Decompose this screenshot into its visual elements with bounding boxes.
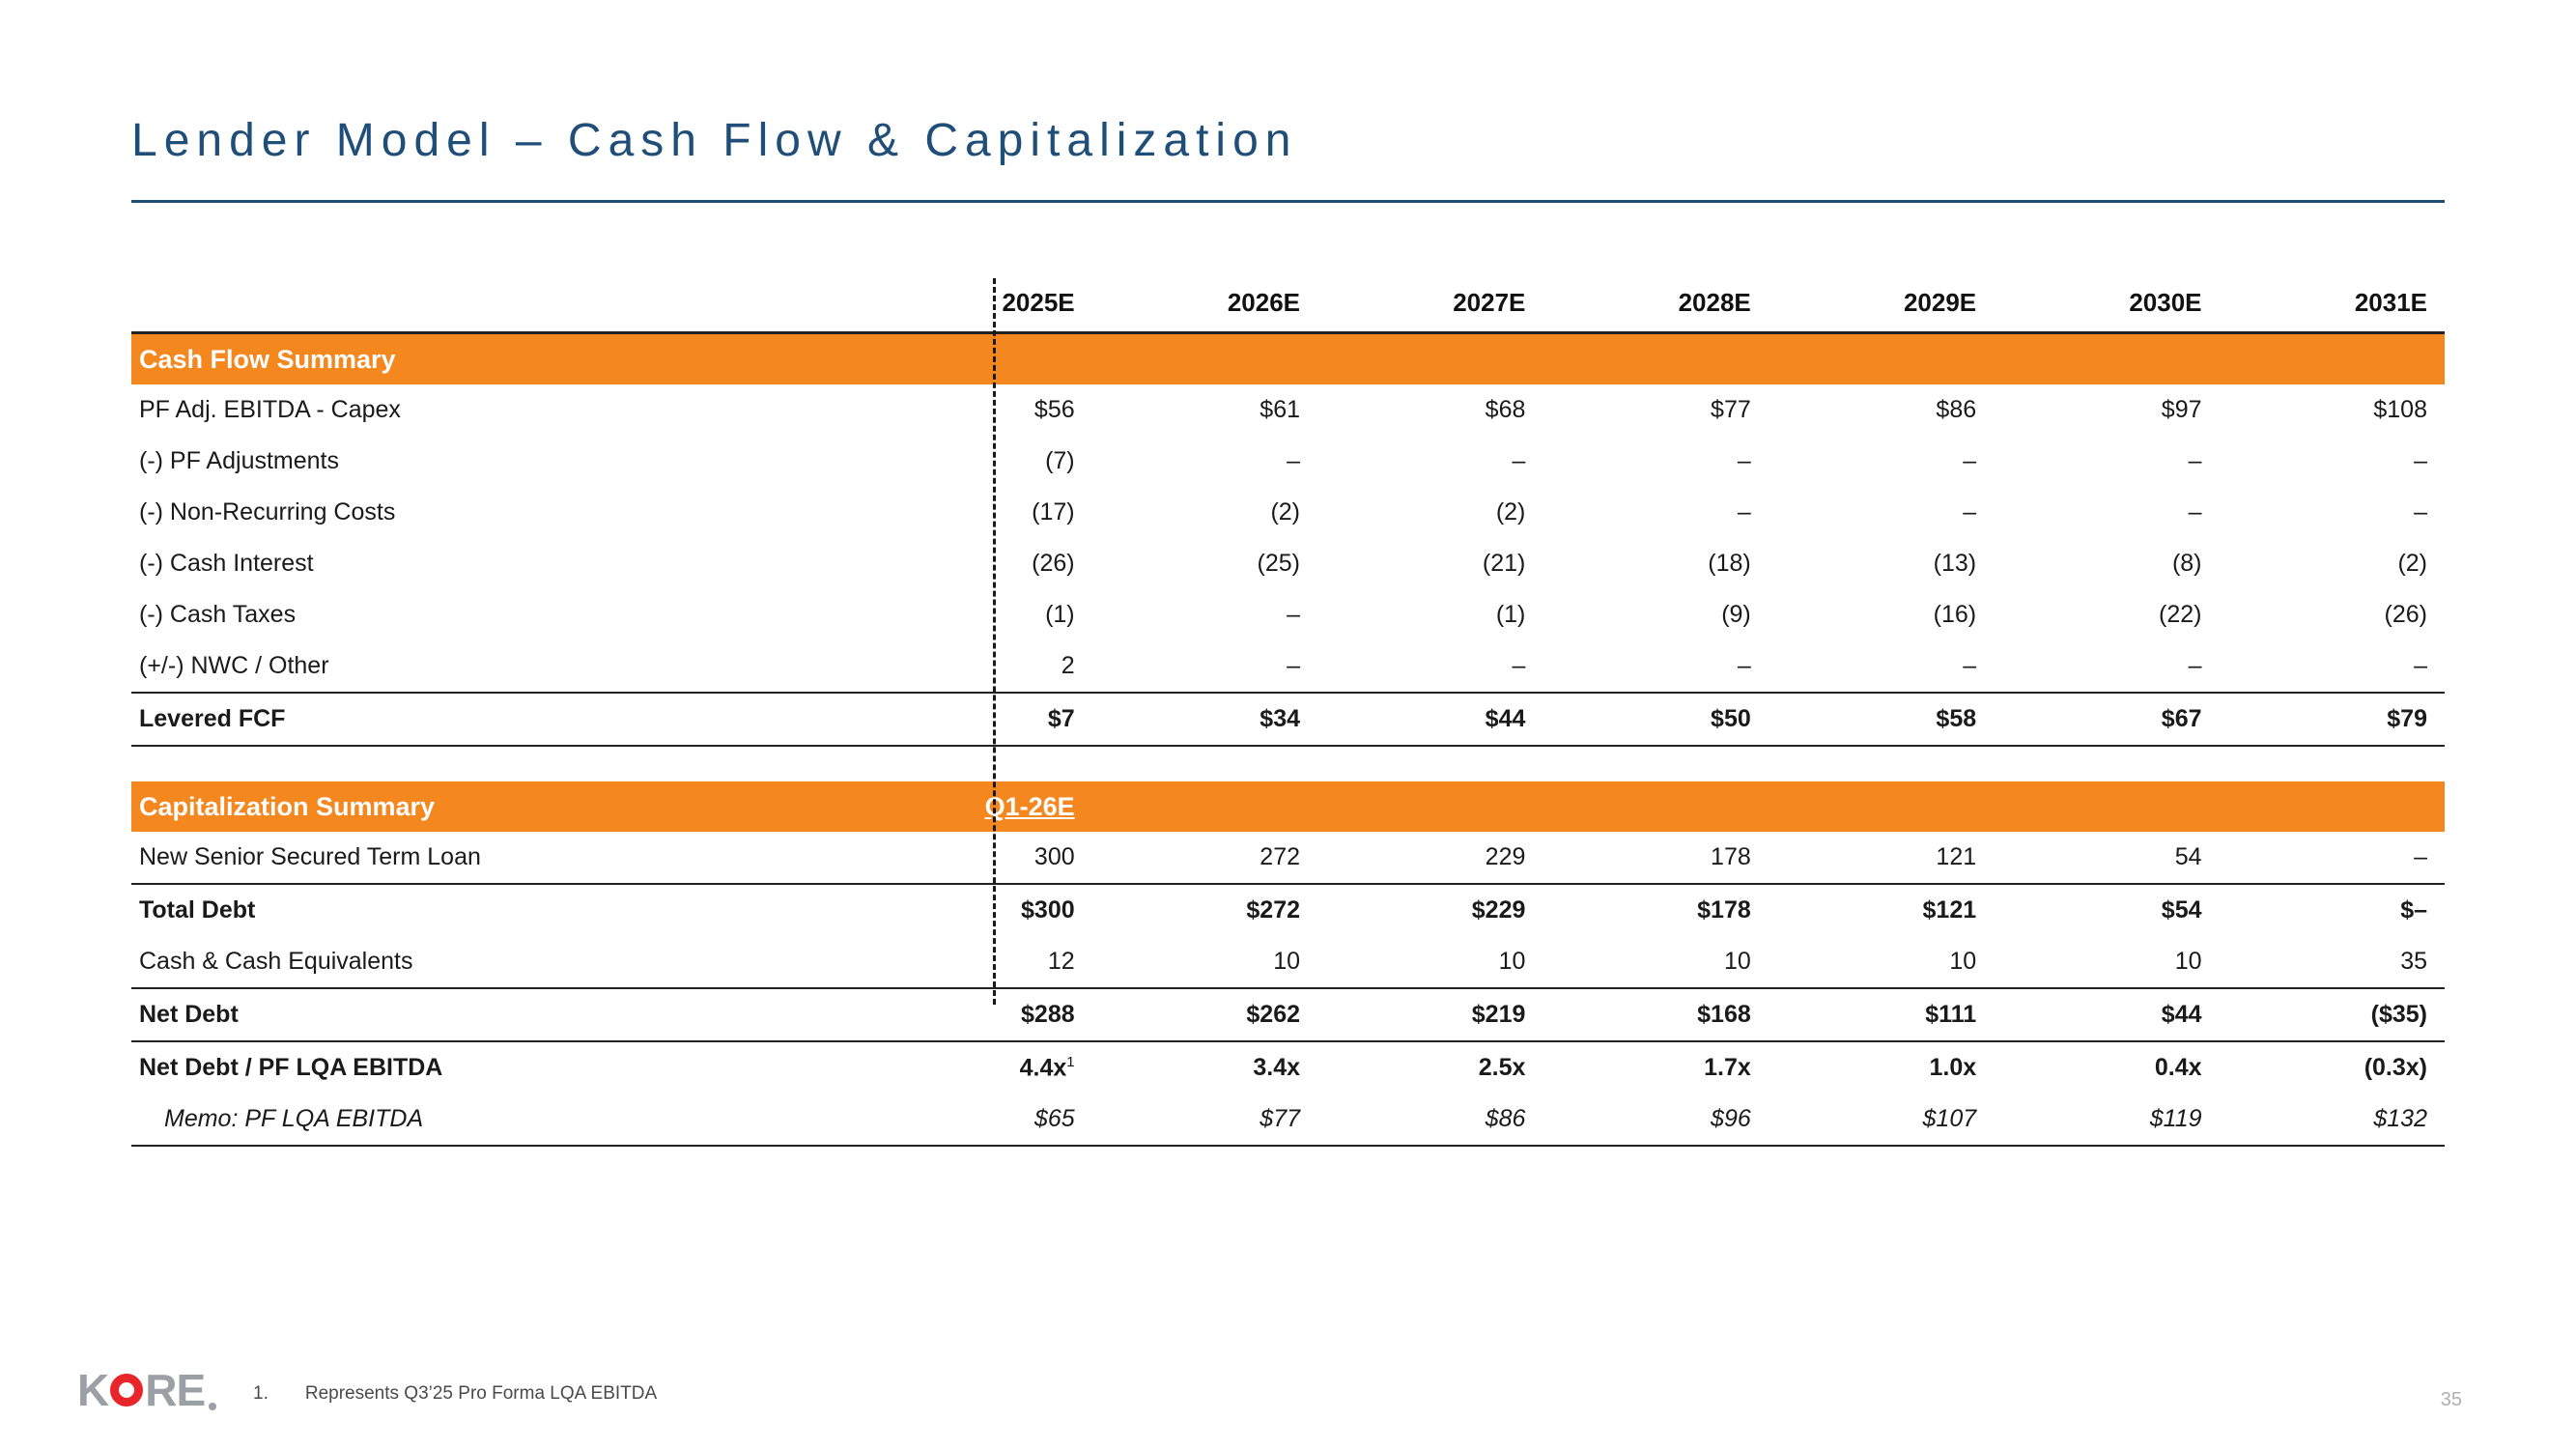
row-value: $61 — [1260, 396, 1301, 423]
section-spacer — [131, 746, 2445, 781]
row-value: $111 — [1769, 988, 1994, 1041]
row-value: 2.5x — [1317, 1041, 1543, 1094]
section-header-cash-flow-summary — [131, 333, 2445, 385]
row-value: (8) — [2171, 550, 2202, 577]
row-value: $44 — [1994, 988, 2219, 1041]
row-value: – — [1737, 498, 1751, 526]
row-value: (1) — [1045, 601, 1075, 628]
row-value: $50 — [1543, 693, 1768, 746]
footnote-number: 1. — [253, 1383, 269, 1404]
row-value: – — [2414, 498, 2427, 526]
table-row-net-debt — [131, 988, 2445, 1041]
row-value: (16) — [1933, 601, 1977, 628]
row-label: New Senior Secured Term Loan — [139, 843, 481, 870]
row-value: 300 — [1033, 843, 1075, 870]
row-label: Memo: PF LQA EBITDA — [131, 1094, 866, 1146]
row-value: $219 — [1317, 988, 1543, 1041]
financial-table — [131, 278, 2445, 1147]
row-value: $229 — [1317, 884, 1543, 936]
row-value: $262 — [1092, 988, 1317, 1041]
row-value: – — [1287, 447, 1301, 474]
row-value: (26) — [1032, 550, 1075, 577]
section-title: Capitalization Summary — [131, 781, 866, 832]
table-row-net-debt-leverage — [131, 1041, 2445, 1094]
row-value: $54 — [1994, 884, 2219, 936]
row-value: $86 — [1936, 396, 1977, 423]
table-row — [131, 640, 2445, 693]
row-value: 178 — [1711, 843, 1751, 870]
table-row — [131, 589, 2445, 640]
row-value: – — [2188, 652, 2202, 679]
row-value: $288 — [866, 988, 1091, 1041]
row-value: 10 — [1498, 948, 1526, 975]
row-value: $96 — [1543, 1094, 1768, 1146]
column-header-2031e: 2031E — [2354, 288, 2427, 317]
row-value: (2) — [1270, 498, 1301, 526]
row-value: (22) — [2159, 601, 2202, 628]
row-value: $86 — [1317, 1094, 1543, 1146]
section-title: Cash Flow Summary — [131, 333, 866, 385]
kore-logo — [77, 1364, 216, 1416]
row-value: $107 — [1769, 1094, 1994, 1146]
row-label: Net Debt — [131, 988, 866, 1041]
row-value: 272 — [1260, 843, 1301, 870]
row-value: – — [1963, 652, 1977, 679]
page-title: Lender Model – Cash Flow & Capitalization — [131, 115, 1298, 166]
row-value: $300 — [866, 884, 1091, 936]
row-value: $97 — [2161, 396, 2202, 423]
row-value: 2 — [1061, 652, 1075, 679]
row-label: Net Debt / PF LQA EBITDA — [131, 1041, 866, 1094]
row-value: $119 — [1994, 1094, 2219, 1146]
row-label: Levered FCF — [131, 693, 866, 746]
row-value: (21) — [1482, 550, 1526, 577]
column-header-2025e: 2025E — [1002, 288, 1075, 317]
table-row — [131, 436, 2445, 487]
logo-text-right: RE — [145, 1365, 206, 1415]
row-value: $65 — [866, 1094, 1091, 1146]
page-number: 35 — [2440, 1389, 2462, 1410]
row-value: (13) — [1933, 550, 1977, 577]
section-header-fill — [1092, 333, 2445, 385]
row-value: $44 — [1317, 693, 1543, 746]
row-value: 54 — [2174, 843, 2202, 870]
logo-dot-icon — [209, 1403, 216, 1410]
footnote-marker: 1 — [1066, 1053, 1075, 1070]
row-value: $– — [2220, 884, 2445, 936]
table-row — [131, 538, 2445, 589]
row-value: $77 — [1092, 1094, 1317, 1146]
row-value: $68 — [1485, 396, 1526, 423]
row-value: ($35) — [2220, 988, 2445, 1041]
row-value-text: 4.4x — [1019, 1054, 1067, 1082]
row-value: $34 — [1092, 693, 1317, 746]
title-divider — [131, 200, 2445, 203]
column-header-2029e: 2029E — [1903, 288, 1977, 317]
row-value: (26) — [2384, 601, 2427, 628]
row-value: 0.4x — [1994, 1041, 2219, 1094]
financial-table-wrapper — [131, 278, 2445, 1147]
row-label: Cash & Cash Equivalents — [139, 948, 413, 975]
row-label: (-) Cash Interest — [139, 550, 314, 577]
row-value: 10 — [1949, 948, 1977, 975]
row-value: – — [2188, 498, 2202, 526]
row-value: – — [1737, 652, 1751, 679]
row-value: – — [1737, 447, 1751, 474]
column-header-2026e: 2026E — [1227, 288, 1301, 317]
column-header-2027e: 2027E — [1453, 288, 1526, 317]
row-value — [866, 1041, 1091, 1094]
period-divider-line — [993, 278, 996, 1005]
row-value: 35 — [2400, 948, 2427, 975]
table-row-memo — [131, 1094, 2445, 1146]
row-value: (7) — [1045, 447, 1075, 474]
footnote — [253, 1383, 657, 1405]
column-header-label — [131, 278, 866, 333]
row-value: – — [2414, 652, 2427, 679]
footnote-text: Represents Q3’25 Pro Forma LQA EBITDA — [304, 1383, 658, 1404]
row-value: (17) — [1032, 498, 1075, 526]
row-value: $58 — [1769, 693, 1994, 746]
row-value: $272 — [1092, 884, 1317, 936]
row-value: (18) — [1708, 550, 1751, 577]
section-header-value: Q1-26E — [866, 781, 1091, 832]
row-value: 1.0x — [1769, 1041, 1994, 1094]
row-value: (1) — [1495, 601, 1526, 628]
column-header-2030e: 2030E — [2129, 288, 2202, 317]
row-value: – — [2414, 843, 2427, 870]
logo-ring-icon — [110, 1374, 143, 1406]
row-value: $121 — [1769, 884, 1994, 936]
table-row — [131, 487, 2445, 538]
row-value: – — [1963, 498, 1977, 526]
row-value: 10 — [1723, 948, 1751, 975]
table-row-total-levered-fcf — [131, 693, 2445, 746]
row-value: – — [2414, 447, 2427, 474]
row-label: (-) Non-Recurring Costs — [139, 498, 396, 526]
table-row — [131, 832, 2445, 884]
row-value: 10 — [1273, 948, 1301, 975]
row-label: PF Adj. EBITDA - Capex — [139, 396, 401, 423]
row-value: $7 — [866, 693, 1091, 746]
section-header-value — [866, 333, 1091, 385]
title-block — [0, 114, 2576, 167]
row-value: 10 — [2174, 948, 2202, 975]
row-label: (-) PF Adjustments — [139, 447, 339, 474]
column-header-2028e: 2028E — [1678, 288, 1751, 317]
table-row — [131, 384, 2445, 436]
row-value: $178 — [1543, 884, 1768, 936]
row-value: $77 — [1711, 396, 1751, 423]
row-value: – — [2188, 447, 2202, 474]
section-header-fill — [1092, 781, 2445, 832]
section-header-capitalization-summary — [131, 781, 2445, 832]
row-label: (-) Cash Taxes — [139, 601, 297, 628]
row-value: $67 — [1994, 693, 2219, 746]
row-value: $108 — [2373, 396, 2427, 423]
row-value: 3.4x — [1092, 1041, 1317, 1094]
row-value: $168 — [1543, 988, 1768, 1041]
row-value: – — [1963, 447, 1977, 474]
row-value: (2) — [1495, 498, 1526, 526]
row-value: $79 — [2220, 693, 2445, 746]
row-value: $132 — [2220, 1094, 2445, 1146]
row-value: (9) — [1721, 601, 1751, 628]
logo-text-left: K — [77, 1365, 109, 1415]
row-value: $56 — [1033, 396, 1075, 423]
row-value: 229 — [1485, 843, 1526, 870]
row-label: Total Debt — [131, 884, 866, 936]
table-row-total-debt — [131, 884, 2445, 936]
row-value: 1.7x — [1543, 1041, 1768, 1094]
row-value: – — [1287, 601, 1301, 628]
row-value: – — [1512, 447, 1526, 474]
row-value: (2) — [2397, 550, 2427, 577]
table-header-row — [131, 278, 2445, 333]
row-value: – — [1512, 652, 1526, 679]
row-value: (0.3x) — [2220, 1041, 2445, 1094]
table-row — [131, 936, 2445, 988]
row-label: (+/-) NWC / Other — [139, 652, 329, 679]
row-value: 121 — [1936, 843, 1977, 870]
row-value: (25) — [1257, 550, 1301, 577]
row-value: 12 — [1047, 948, 1075, 975]
row-value: – — [1287, 652, 1301, 679]
